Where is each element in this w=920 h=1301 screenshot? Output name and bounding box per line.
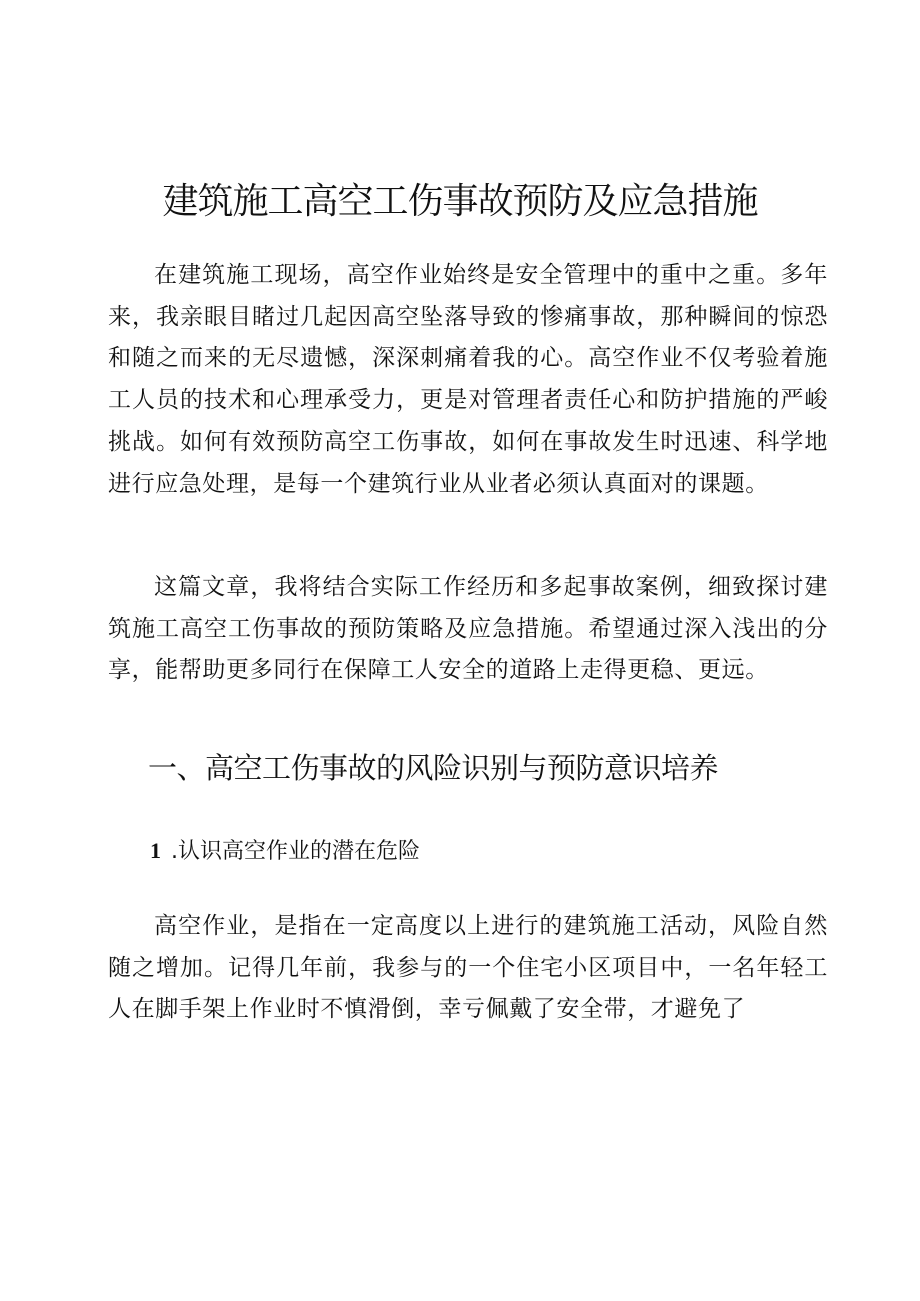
subsection-title: .认识高空作业的潜在危险: [171, 839, 420, 864]
document-title: 建筑施工高空工伤事故预防及应急措施: [162, 181, 758, 222]
subsection-heading: [150, 834, 420, 869]
subsection-number: 1: [150, 838, 161, 863]
intro-paragraph: 在建筑施工现场，高空作业始终是安全管理中的重中之重。多年来，我亲眼目睹过几起因高空坠落导致的惨痛事故，那种瞬间的惊恐和随之而来的无尽遗憾，深深刺痛着我的心。高空作业不仅考验着施工人员的技术和心理承受力，更是对管理者责任心和防护措施的严峻挑战。如何有效预防高空工伤事故，如何在事故发生时迅速、科学地进行应急处理，是每一个建筑行业从业者必须认真面对的课题。: [108, 262, 828, 497]
purpose-paragraph: 这篇文章，我将结合实际工作经历和多起事故案例，细致探讨建筑施工高空工伤事故的预防策略及应急措施。希望通过深入浅出的分享，能帮助更多同行在保障工人安全的道路上走得更稳、更远。: [108, 574, 828, 684]
section-heading: 一、高空工伤事故的风险识别与预防意识培养: [148, 751, 719, 785]
body-paragraph: 高空作业，是指在一定高度以上进行的建筑施工活动，风险自然随之增加。记得几年前，我参与的一个住宅小区项目中，一名年轻工人在脚手架上作业时不慎滑倒，幸亏佩戴了安全带，才避免了: [108, 913, 828, 1023]
